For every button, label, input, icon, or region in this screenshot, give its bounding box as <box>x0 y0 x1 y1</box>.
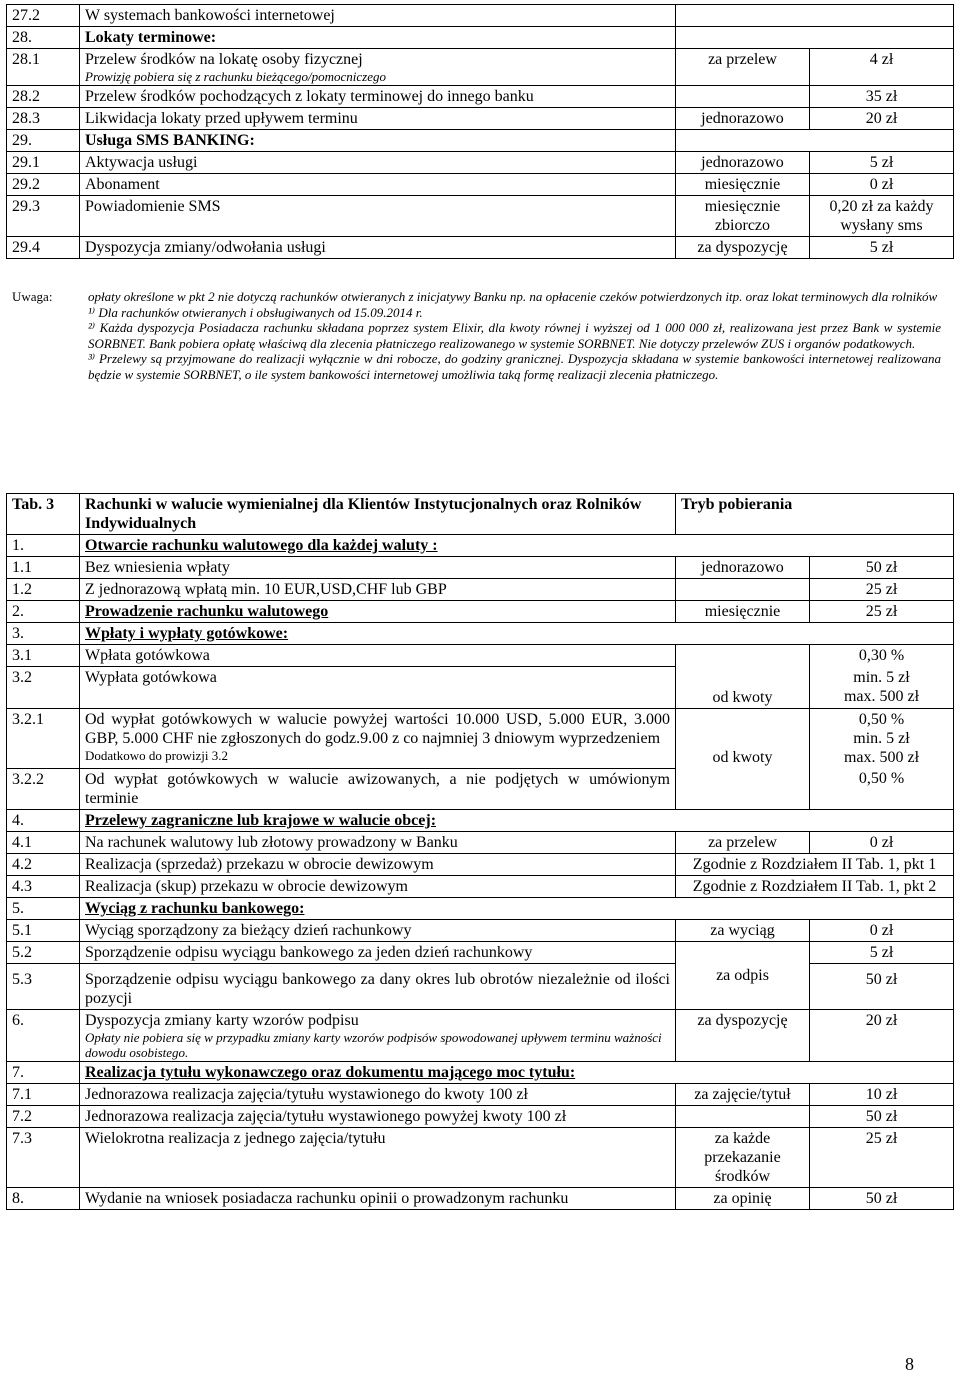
row-description: Jednorazowa realizacja zajęcia/tytułu wystawionego do kwoty 100 zł <box>80 1083 676 1105</box>
fee-amount: 5 zł <box>810 237 954 259</box>
section-heading: Lokaty terminowe: <box>80 27 676 49</box>
row-description: Sporządzenie odpisu wyciągu bankowego za dany okres lub obrotów niezależnie od ilości pozycji <box>80 963 676 1009</box>
charge-mode: za zajęcie/tytuł <box>676 1083 810 1105</box>
fee-max: max. 500 zł <box>843 687 920 705</box>
row-number: 5.1 <box>7 919 80 941</box>
charge-mode: jednorazowo <box>676 152 810 174</box>
section-heading: Usługa SMS BANKING: <box>80 130 676 152</box>
charge-mode: za odpis <box>676 941 810 1009</box>
fee-reference: Zgodnie z Rozdziałem II Tab. 1, pkt 2 <box>676 875 954 897</box>
charge-mode: miesięcznie <box>676 601 810 623</box>
table-row <box>7 174 954 196</box>
fee-amount: 0,50 % <box>810 768 954 809</box>
footnote-2: ²⁾ Każda dyspozycja Posiadacza rachunku składana poprzez system Elixir, dla kwoty równej i wyższej od 1 000 000 zł, realizowana jest przez Bank w systemie SORBNET. Bank pobiera opłatę właściwą dla zlecenia płatniczego realizowanego w systemie SORBNET. Nie dotyczy przelewów ZUS i organów podatkowych. <box>88 320 941 351</box>
row-number: 29.1 <box>7 152 80 174</box>
row-description: Wyciąg sporządzony za bieżący dzień rachunkowy <box>80 919 676 941</box>
fee-amount: 0 zł <box>810 919 954 941</box>
notes-label: Uwaga: <box>12 289 53 304</box>
row-description: Dyspozycja zmiany karty wzorów podpisu <box>85 1011 359 1029</box>
table-row <box>7 579 954 601</box>
table-row <box>7 196 954 237</box>
row-description: Od wypłat gotówkowych w walucie awizowanych, a nie podjętych w umówionym terminie <box>80 768 676 809</box>
fee-amount: 50 zł <box>810 963 954 1009</box>
fee-amount: 0 zł <box>810 174 954 196</box>
row-number: 28. <box>7 27 80 49</box>
fee-amount: 20 zł <box>810 1009 954 1061</box>
table-row <box>7 5 954 27</box>
row-number: 7.3 <box>7 1127 80 1187</box>
table-row <box>7 875 954 897</box>
row-number: 4.1 <box>7 831 80 853</box>
row-number: 3.2.1 <box>7 709 80 769</box>
charge-mode: od kwoty <box>676 709 810 769</box>
row-number: 8. <box>7 1187 80 1209</box>
row-number: 3.2 <box>7 667 80 709</box>
table-row <box>7 152 954 174</box>
row-number: 4.3 <box>7 875 80 897</box>
table-row <box>7 919 954 941</box>
fee-min: min. 5 zł <box>853 730 910 747</box>
section-heading: Wpłaty i wypłaty gotówkowe: <box>80 623 954 645</box>
row-number: 29.4 <box>7 237 80 259</box>
row-number: 7. <box>7 1061 80 1083</box>
fee-amount: 5 zł <box>810 941 954 963</box>
row-number: 3. <box>7 623 80 645</box>
row-number: 2. <box>7 601 80 623</box>
row-number: 1.1 <box>7 557 80 579</box>
section-heading: Otwarcie rachunku walutowego dla każdej waluty : <box>80 535 954 557</box>
fee-amount: 50 zł <box>810 1187 954 1209</box>
fee-amount: 35 zł <box>810 86 954 108</box>
table-row <box>7 557 954 579</box>
notes-block <box>6 289 941 382</box>
charge-mode: za przelew <box>676 49 810 86</box>
row-note: Prowizję pobiera się z rachunku bieżącego/pomocniczego <box>85 69 386 84</box>
table-row <box>7 963 954 1009</box>
row-number: 1. <box>7 535 80 557</box>
fee-amount: 50 zł <box>810 1105 954 1127</box>
charge-mode: za przelew <box>676 831 810 853</box>
table-row <box>7 709 954 769</box>
fee-reference: Zgodnie z Rozdziałem II Tab. 1, pkt 1 <box>676 853 954 875</box>
row-number: 29.2 <box>7 174 80 196</box>
table-row <box>7 237 954 259</box>
table-row <box>7 1127 954 1187</box>
fee-amount: 25 zł <box>810 579 954 601</box>
row-description: Likwidacja lokaty przed upływem terminu <box>80 108 676 130</box>
table-row <box>7 809 954 831</box>
row-note: Opłaty nie pobiera się w przypadku zmiany karty wzorów podpisów spowodowanej upływem terminu ważności dowodu osobistego. <box>85 1029 662 1060</box>
row-description: Aktywacja usługi <box>80 152 676 174</box>
charge-mode: za każde przekazanie środków <box>676 1127 810 1187</box>
row-number: 29. <box>7 130 80 152</box>
fee-table-3 <box>6 493 954 1210</box>
row-number: 3.1 <box>7 645 80 667</box>
table-row <box>7 86 954 108</box>
charge-mode: miesięcznie <box>676 174 810 196</box>
footnote-3: ³⁾ Przelewy są przyjmowane do realizacji wyłącznie w dni robocze, do godziny granicznej. Dyspozycja składana w systemie bankowości internetowej realizowana będzie w systemie SORBNET, o ile system bankowości internetowej umożliwia taką formę realizacji zlecenia płatniczego. <box>88 351 941 382</box>
section-heading: Przelewy zagraniczne lub krajowe w walucie obcej: <box>80 809 954 831</box>
row-number: 7.1 <box>7 1083 80 1105</box>
row-description: Od wypłat gotówkowych w walucie powyżej wartości 10.000 USD, 5.000 EUR, 3.000 GBP, 5.000 CHF nie zgłoszonych do godz.9.00 z co najmniej 3 dniowym wyprzedzeniem <box>85 711 670 747</box>
fee-amount: 50 zł <box>810 557 954 579</box>
row-number: 7.2 <box>7 1105 80 1127</box>
table-row <box>7 897 954 919</box>
fee-percent: 0,50 % <box>858 711 905 728</box>
table-title: Rachunki w walucie wymienialnej dla Klientów Instytucjonalnych oraz Rolników Indywidualnych <box>80 494 676 535</box>
page-number: 8 <box>905 1354 914 1374</box>
charge-mode: za dyspozycję <box>676 1009 810 1061</box>
row-number: 4. <box>7 809 80 831</box>
row-description: Wielokrotna realizacja z jednego zajęcia/tytułu <box>80 1127 676 1187</box>
row-number: 28.1 <box>7 49 80 86</box>
table-row <box>7 535 954 557</box>
table-row <box>7 667 954 709</box>
table-row <box>7 941 954 963</box>
table-row <box>7 768 954 809</box>
fee-amount: 25 zł <box>810 1127 954 1187</box>
table-number: Tab. 3 <box>7 494 80 535</box>
fee-amount: 0 zł <box>810 831 954 853</box>
row-number: 4.2 <box>7 853 80 875</box>
fee-amount: 20 zł <box>810 108 954 130</box>
table-row <box>7 27 954 49</box>
row-number: 28.2 <box>7 86 80 108</box>
fee-amount: 25 zł <box>810 601 954 623</box>
charge-mode: za wyciąg <box>676 919 810 941</box>
table-row <box>7 853 954 875</box>
table-row <box>7 623 954 645</box>
table-row <box>7 1105 954 1127</box>
charge-mode: jednorazowo <box>676 557 810 579</box>
charge-mode-header: Tryb pobierania <box>676 494 954 535</box>
table-row <box>7 645 954 667</box>
row-description: Wydanie na wniosek posiadacza rachunku opinii o prowadzonym rachunku <box>80 1187 676 1209</box>
fee-amount: 10 zł <box>810 1083 954 1105</box>
table-header-row <box>7 494 954 535</box>
note-text: opłaty określone w pkt 2 nie dotyczą rachunków otwieranych z inicjatywy Banku np. na opłacenie czeków potwierdzonych itp. oraz lokat terminowych dla rolników <box>88 289 938 304</box>
footnote-1: ¹⁾ Dla rachunków otwieranych i obsługiwanych od 15.09.2014 r. <box>88 304 423 320</box>
fee-table-continued <box>6 4 954 259</box>
table-row <box>7 1061 954 1083</box>
section-heading: Prowadzenie rachunku walutowego <box>80 601 676 623</box>
row-description: Powiadomienie SMS <box>80 196 676 237</box>
fee-amount: 5 zł <box>810 152 954 174</box>
row-description: Przelew środków na lokatę osoby fizycznej <box>85 51 363 68</box>
table-row <box>7 601 954 623</box>
row-description: Przelew środków pochodzących z lokaty terminowej do innego banku <box>80 86 676 108</box>
fee-max: max. 500 zł <box>843 749 920 766</box>
row-description: Z jednorazową wpłatą min. 10 EUR,USD,CHF lub GBP <box>80 579 676 601</box>
row-number: 29.3 <box>7 196 80 237</box>
table-row <box>7 49 954 86</box>
row-description: Realizacja (sprzedaż) przekazu w obrocie dewizowym <box>80 853 676 875</box>
table-row <box>7 831 954 853</box>
table-row <box>7 1083 954 1105</box>
row-description: Jednorazowa realizacja zajęcia/tytułu wystawionego powyżej kwoty 100 zł <box>80 1105 676 1127</box>
row-number: 6. <box>7 1009 80 1061</box>
section-heading: Realizacja tytułu wykonawczego oraz dokumentu mającego moc tytułu: <box>80 1061 954 1083</box>
charge-mode: od kwoty <box>676 667 810 709</box>
table-row <box>7 1009 954 1061</box>
row-description: Realizacja (skup) przekazu w obrocie dewizowym <box>80 875 676 897</box>
charge-mode: za dyspozycję <box>676 237 810 259</box>
row-description: Wypłata gotówkowa <box>80 667 676 709</box>
charge-mode: jednorazowo <box>676 108 810 130</box>
section-heading: Wyciąg z rachunku bankowego: <box>80 897 954 919</box>
fee-min: min. 5 zł <box>853 668 910 686</box>
row-number: 28.3 <box>7 108 80 130</box>
row-description: Abonament <box>80 174 676 196</box>
row-number: 27.2 <box>7 5 80 27</box>
row-description: Na rachunek walutowy lub złotowy prowadzony w Banku <box>80 831 676 853</box>
fee-amount: 0,30 % <box>810 645 954 667</box>
fee-amount: 0,20 zł za każdy wysłany sms <box>810 196 954 237</box>
charge-mode: za opinię <box>676 1187 810 1209</box>
row-number: 5. <box>7 897 80 919</box>
charge-mode: miesięcznie zbiorczo <box>676 196 810 237</box>
row-number: 5.2 <box>7 941 80 963</box>
table-row <box>7 108 954 130</box>
fee-amount: 4 zł <box>810 49 954 86</box>
row-description: Dyspozycja zmiany/odwołania usługi <box>80 237 676 259</box>
row-number: 3.2.2 <box>7 768 80 809</box>
row-description: W systemach bankowości internetowej <box>80 5 676 27</box>
row-number: 1.2 <box>7 579 80 601</box>
row-note: Dodatkowo do prowizji 3.2 <box>85 748 228 763</box>
row-description: Bez wniesienia wpłaty <box>80 557 676 579</box>
row-number: 5.3 <box>7 963 80 1009</box>
table-row <box>7 130 954 152</box>
row-description: Wpłata gotówkowa <box>80 645 676 667</box>
row-description: Sporządzenie odpisu wyciągu bankowego za jeden dzień rachunkowy <box>80 941 676 963</box>
table-row <box>7 1187 954 1209</box>
